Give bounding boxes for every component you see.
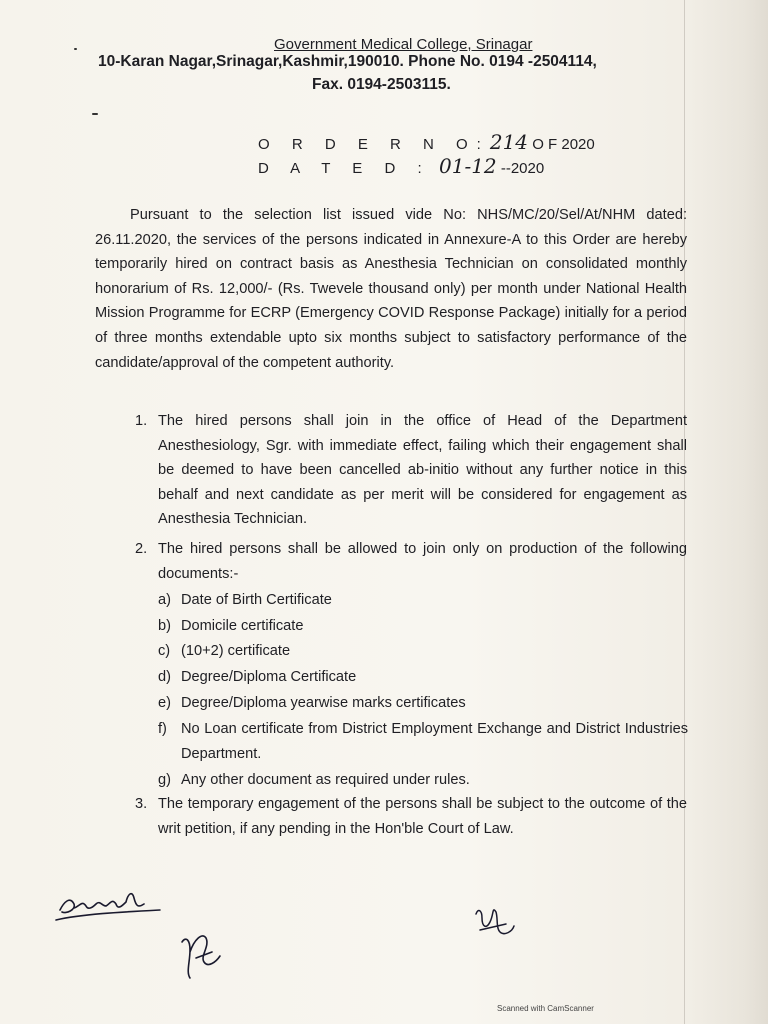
order-label: O R D E R N O: [258,136,490,153]
doc-item: e) Degree/Diploma yearwise marks certificates [158,694,466,711]
college-address: 10-Karan Nagar,Srinagar,Kashmir,190010. Phone No. 0194 -2504114, [98,53,597,70]
dated-label: D A T E D : [258,160,431,177]
order-number: 214 [489,130,529,154]
order-date-line [258,154,595,178]
point-text: The temporary engagement of the persons shall be subject to the outcome of the writ petition, if any pending in the Hon'ble Court of Law. [158,796,687,837]
point-1 [135,409,687,532]
order-number-line [258,130,595,154]
order-body [95,203,687,375]
doc-item: a) Date of Birth Certificate [158,592,332,608]
documents-list [158,588,688,794]
scan-speck [74,48,77,50]
point-number: 1. [135,413,148,429]
point-number: 3. [135,796,148,812]
dated-value: 01-12 [439,154,497,178]
doc-item: g) Any other document as required under rules. [158,771,470,788]
scan-speck [92,113,98,115]
point-text: The hired persons shall join in the office of Head of the Department Anesthesiology, Sgr. with immediate effect, failing which their engagement shall be deemed to have been cancelled ab-initio without any further notice in this behalf and next candidate as per merit will be considered for engagement as Anesthesia Technician. [158,413,687,528]
point-text: The hired persons shall be allowed to join only on production of the following documents:- [158,541,687,582]
initials-signature [176,922,226,986]
dated-year: --2020 [500,160,545,177]
order-block [258,130,595,178]
point-number: 2. [135,541,148,557]
point-3 [135,792,687,841]
college-fax: Fax. 0194-2503115. [312,76,451,93]
doc-item: b) Domicile certificate [158,617,304,634]
order-year: O F 2020 [532,136,595,153]
point-2 [135,537,687,586]
intro-paragraph: Pursuant to the selection list issued vide No: NHS/MC/20/Sel/At/NHM dated: 26.11.2020, the services of the persons indicated in Annexure-A to this Order are hereby temporarily hired on contract basis as Anesthesia Technician on consolidated monthly honorarium of Rs. 12,000/- (Rs. Twevele thousand only) per month under National Health Mission Programme for ECRP (Emergency COVID Response Package) initially for a period of three months extendable upto six months subject to satisfactory performance of the candidate/approval of the competent authority. [95,207,687,371]
signature-rashid [52,884,172,928]
college-name: Government Medical College, Srinagar [274,36,533,53]
scanner-watermark: Scanned with CamScanner [497,1004,594,1013]
doc-item: f) No Loan certificate from District Employment Exchange and District Industries Department. [158,720,688,763]
initials-signature [470,898,518,944]
page-shadow [690,0,768,1024]
doc-item: d) Degree/Diploma Certificate [158,669,357,686]
doc-item: c) (10+2) certificate [158,643,291,660]
